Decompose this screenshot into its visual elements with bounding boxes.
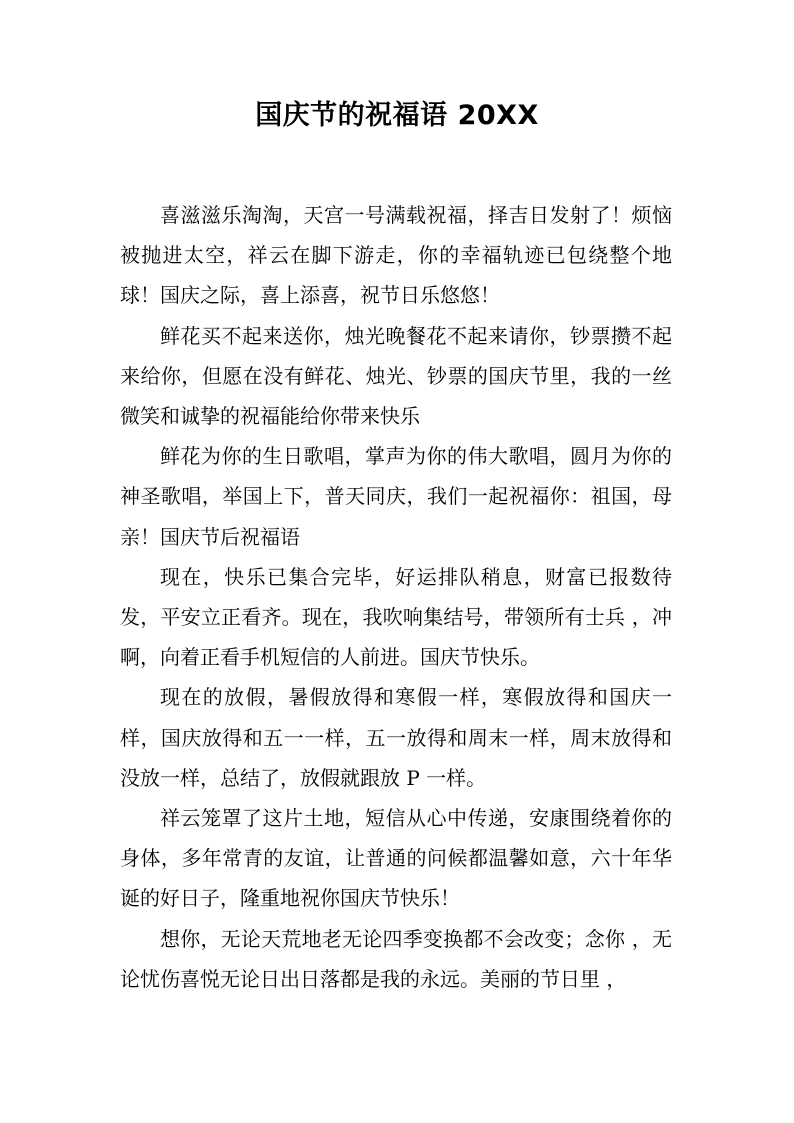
document-body — [120, 195, 672, 999]
paragraph: 喜滋滋乐淘淘，天宫一号满载祝福，择吉日发射了！烦恼被抛进太空，祥云在脚下游走，你的幸福轨迹已包绕整个地球！国庆之际，喜上添喜，祝节日乐悠悠！ — [120, 203, 672, 308]
paragraph: 现在，快乐已集合完毕，好运排队稍息，财富已报数待发，平安立正看齐。现在，我吹响集结号，带领所有士兵 ，冲啊，向着正看手机短信的人前进。国庆节快乐。 — [120, 564, 672, 670]
paragraph: 现在的放假，暑假放得和寒假一样，寒假放得和国庆一样，国庆放得和五一一样，五一放得和周末一样，周末放得和没放一样，总结了，放假就跟放 P 一样。 — [120, 685, 672, 790]
paragraph: 鲜花买不起来送你，烛光晚餐花不起来请你，钞票攒不起来给你，但愿在没有鲜花、烛光、钞票的国庆节里，我的一丝微笑和诚挚的祝福能给你带来快乐 — [120, 323, 672, 429]
paragraph: 祥云笼罩了这片土地，短信从心中传递，安康围绕着你的身体，多年常青的友谊，让普通的问候都温馨如意，六十年华诞的好日子，隆重地祝你国庆节快乐！ — [120, 806, 672, 911]
document-title: 国庆节的祝福语 20XX — [255, 100, 539, 131]
paragraph: 鲜花为你的生日歌唱，掌声为你的伟大歌唱，圆月为你的神圣歌唱，举国上下，普天同庆，我们一起祝福你：祖国，母亲！国庆节后祝福语 — [120, 444, 672, 549]
paragraph: 想你，无论天荒地老无论四季变换都不会改变；念你 ，无论忧伤喜悦无论日出日落都是我的永远。美丽的节日里 ， — [120, 926, 672, 991]
